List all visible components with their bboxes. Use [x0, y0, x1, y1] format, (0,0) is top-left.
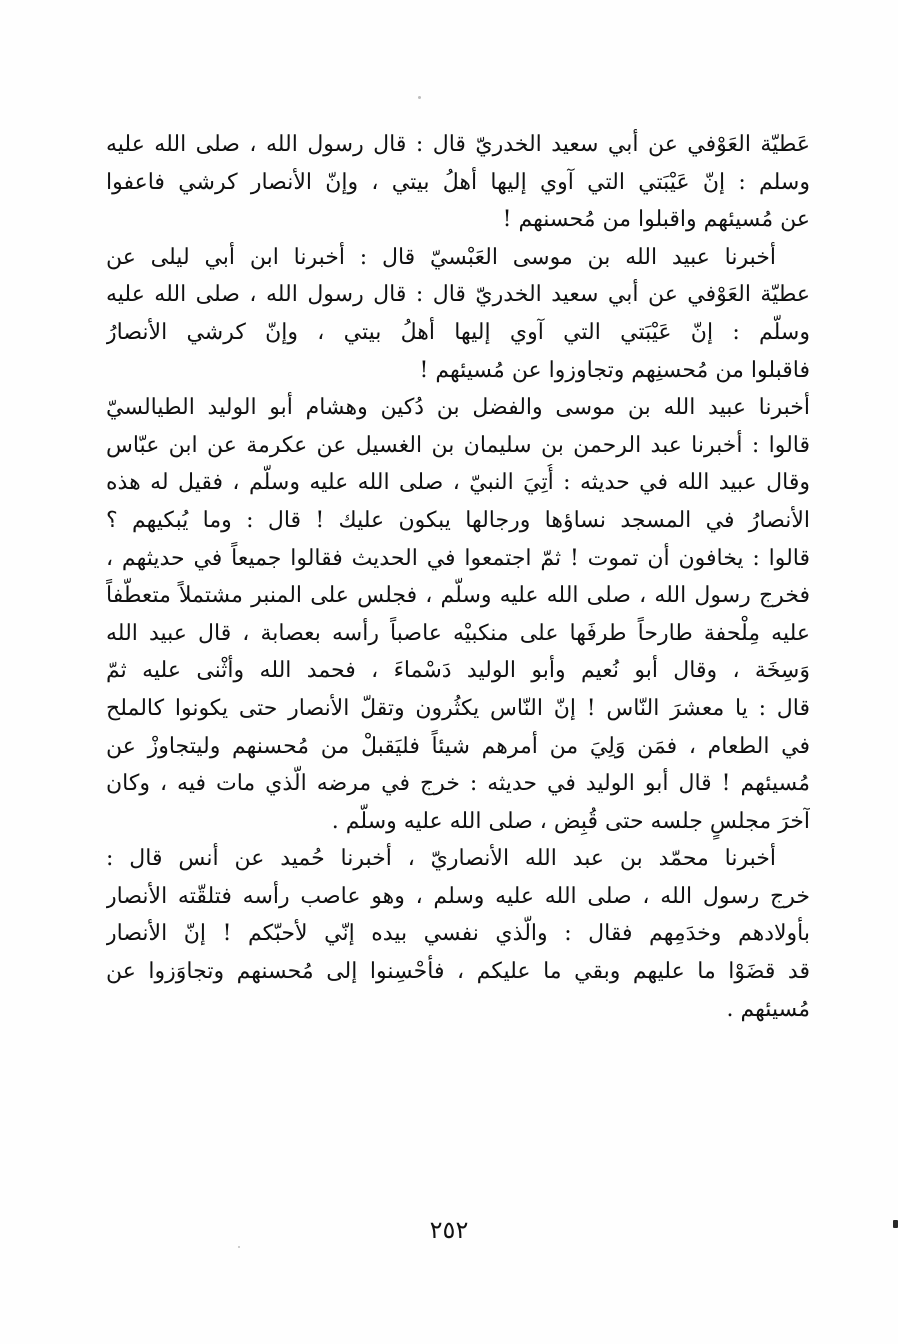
- text-line: خرج رسول الله ، صلى الله عليه وسلم ، وهو عاصب رأسه فتلقّته الأنصار: [106, 883, 810, 909]
- text-line: قالوا : يخافون أن تموت ! ثمّ اجتمعوا في الحديث فقالوا جميعاً في حديثهم ،: [106, 545, 810, 571]
- text-line: قد قضَوْا ما عليهم وبقي ما عليكم ، فأحْسِنوا إلى مُحسنهم وتجاوَزوا عن: [106, 959, 810, 985]
- text-line: مُسيئهم ! قال أبو الوليد في حديثه : خرج في مرضه الّذي مات فيه ، وكان: [106, 771, 810, 797]
- text-line: الأنصارُ في المسجد نساؤها ورجالها يبكون عليك ! قال : وما يُبكيهم ؟: [106, 507, 810, 533]
- text-line: قال : يا معشرَ النّاس ! إنّ النّاس يكثُرون وتقلّ الأنصار حتى يكونوا كالملح: [106, 695, 810, 721]
- scan-speck: [418, 96, 421, 99]
- text-line: آخرَ مجلسٍ جلسه حتى قُبِض ، صلى الله عليه وسلّم .: [331, 808, 810, 834]
- text-line: وَسِخَة ، وقال أبو نُعيم وأبو الوليد دَسْماءَ ، فحمد الله وأثْنى عليه ثمّ: [106, 658, 810, 684]
- text-line: عَطيّة العَوْفي عن أبي سعيد الخدريّ قال : قال رسول الله ، صلى الله عليه: [106, 132, 810, 157]
- text-line: في الطعام ، فمَن وَلِيَ من أمرهم شيئاً فليَقبلْ من مُحسنهم وليتجاوزْ عن: [106, 733, 810, 759]
- text-line: فاقبلوا من مُحسنِهم وتجاوزوا عن مُسيئهم !: [419, 357, 810, 383]
- text-line: وسلم : إنّ عَيْبَتي التي آوي إليها أهلُ بيتي ، وإنّ الأنصار كرشي فاعفوا: [106, 169, 810, 195]
- page-number: ٢٥٢: [429, 1216, 469, 1244]
- text-line: فخرج رسول الله ، صلى الله عليه وسلّم ، فجلس على المنبر مشتملاً متعطّفاً: [106, 583, 810, 609]
- body-text: [106, 126, 810, 1028]
- text-line: عطيّة العَوْفي عن أبي سعيد الخدريّ قال : قال رسول الله ، صلى الله عليه: [106, 282, 810, 308]
- text-line: أخبرنا محمّد بن عبد الله الأنصاريّ ، أخبرنا حُميد عن أنس قال :: [106, 846, 776, 872]
- text-line: أخبرنا عبيد الله بن موسى العَبْسيّ قال : أخبرنا ابن أبي ليلى عن: [106, 244, 776, 270]
- text-line: بأولادهم وخدَمِهم فقال : والّذي نفسي بيده إنّي لأحبّكم ! إنّ الأنصار: [106, 921, 810, 947]
- scan-speck: [238, 1246, 240, 1248]
- text-line: وسلّم : إنّ عَيْبَتي التي آوي إليها أهلُ بيتي ، وإنّ كرشي الأنصارُ: [106, 319, 810, 345]
- text-line: عن مُسيئهم واقبلوا من مُحسنهم !: [502, 207, 810, 233]
- text-line: وقال عبيد الله في حديثه : أُتِيَ النبيّ ، صلى الله عليه وسلّم ، فقيل له هذه: [106, 470, 810, 496]
- text-line: أخبرنا عبيد الله بن موسى والفضل بن دُكين وهشام أبو الوليد الطيالسيّ: [106, 395, 810, 421]
- text-line: عليه مِلْحفة طارحاً طرفَها على منكبيْه عاصباً رأسه بعصابة ، قال عبيد الله: [106, 620, 810, 646]
- text-line: مُسيئهم .: [726, 996, 810, 1022]
- text-line: قالوا : أخبرنا عبد الرحمن بن سليمان بن الغسيل عن عكرمة عن ابن عبّاس: [106, 432, 810, 458]
